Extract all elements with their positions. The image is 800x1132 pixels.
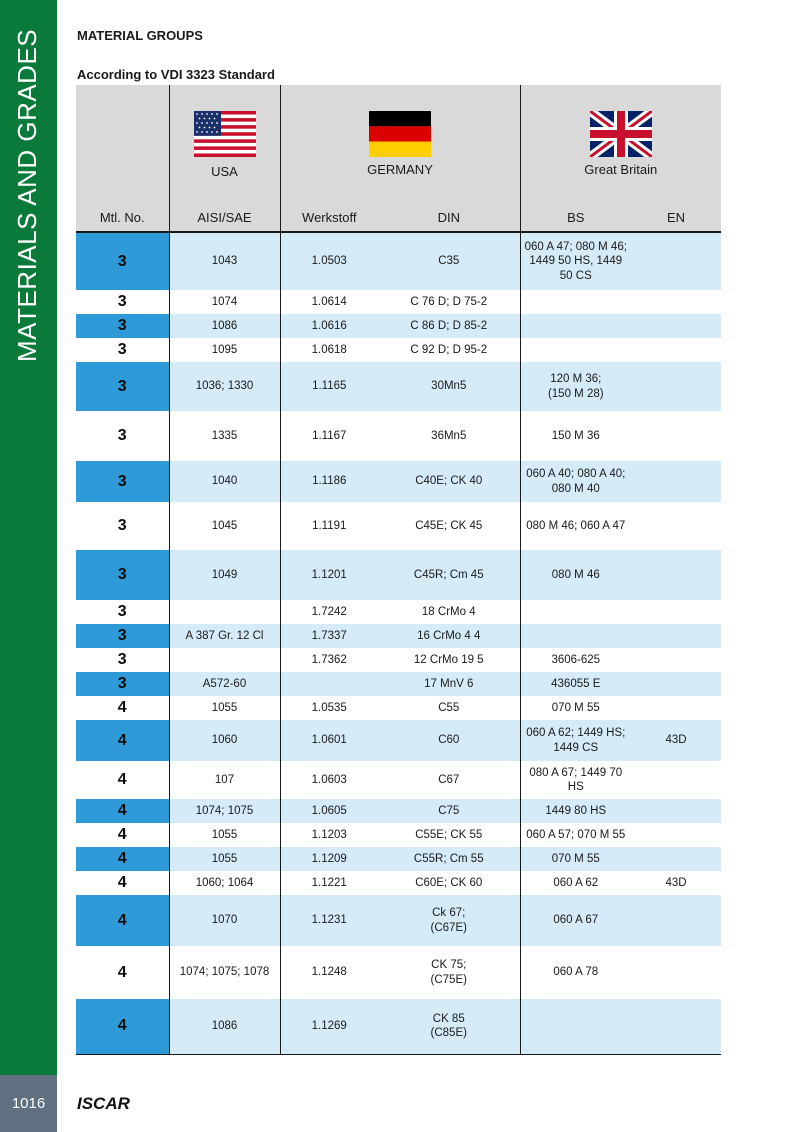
werkstoff-cell: 1.1209 xyxy=(280,847,378,871)
en-cell xyxy=(631,999,721,1054)
table-row xyxy=(76,502,721,550)
aisi-cell: 1049 xyxy=(169,550,280,600)
mtl-no-cell: 3 xyxy=(76,461,169,502)
aisi-cell: 1335 xyxy=(169,411,280,461)
table-row xyxy=(76,696,721,720)
page-subtitle: According to VDI 3323 Standard xyxy=(77,67,275,82)
werkstoff-cell: 1.0601 xyxy=(280,720,378,761)
table-row xyxy=(76,338,721,362)
material-grades-table xyxy=(76,85,721,1055)
table-row xyxy=(76,823,721,847)
werkstoff-cell: 1.1231 xyxy=(280,895,378,946)
mtl-no-cell: 4 xyxy=(76,847,169,871)
table-row xyxy=(76,895,721,946)
table-row xyxy=(76,461,721,502)
werkstoff-cell: 1.7242 xyxy=(280,600,378,624)
bs-cell: 060 A 40; 080 A 40; 080 M 40 xyxy=(520,461,631,502)
table-row xyxy=(76,600,721,624)
din-cell: C75 xyxy=(378,799,520,823)
aisi-cell xyxy=(169,600,280,624)
mtl-no-cell: 3 xyxy=(76,502,169,550)
din-cell: 12 CrMo 19 5 xyxy=(378,648,520,672)
en-cell: 43D xyxy=(631,871,721,895)
en-cell xyxy=(631,600,721,624)
werkstoff-cell: 1.1167 xyxy=(280,411,378,461)
werkstoff-cell: 1.7362 xyxy=(280,648,378,672)
bs-cell: 070 M 55 xyxy=(520,696,631,720)
mtl-no-cell: 3 xyxy=(76,290,169,314)
table-row xyxy=(76,946,721,999)
mtl-no-cell: 3 xyxy=(76,362,169,411)
page-number: 1016 xyxy=(0,1075,57,1132)
col-header-en: EN xyxy=(631,203,721,232)
din-cell: 36Mn5 xyxy=(378,411,520,461)
din-cell: 16 CrMo 4 4 xyxy=(378,624,520,648)
bs-cell: 060 A 47; 080 M 46; 1449 50 HS, 1449 50 CS xyxy=(520,232,631,290)
bs-cell: 436055 E xyxy=(520,672,631,696)
table-row xyxy=(76,624,721,648)
din-cell: C60E; CK 60 xyxy=(378,871,520,895)
werkstoff-cell: 1.0503 xyxy=(280,232,378,290)
werkstoff-cell: 1.7337 xyxy=(280,624,378,648)
en-cell xyxy=(631,362,721,411)
mtl-no-cell: 3 xyxy=(76,624,169,648)
mtl-no-cell: 4 xyxy=(76,823,169,847)
col-header-werkstoff: Werkstoff xyxy=(280,203,378,232)
bs-cell: 060 A 62; 1449 HS; 1449 CS xyxy=(520,720,631,761)
mtl-no-cell: 4 xyxy=(76,720,169,761)
col-header-mtl: Mtl. No. xyxy=(76,203,169,232)
din-cell: C45R; Cm 45 xyxy=(378,550,520,600)
mtl-no-cell: 3 xyxy=(76,411,169,461)
werkstoff-cell: 1.1191 xyxy=(280,502,378,550)
din-cell: C 92 D; D 95-2 xyxy=(378,338,520,362)
en-cell xyxy=(631,338,721,362)
en-cell xyxy=(631,648,721,672)
table-row xyxy=(76,648,721,672)
bs-cell: 060 A 57; 070 M 55 xyxy=(520,823,631,847)
bs-cell xyxy=(520,314,631,338)
werkstoff-cell: 1.0616 xyxy=(280,314,378,338)
en-cell xyxy=(631,290,721,314)
en-cell: 43D xyxy=(631,720,721,761)
aisi-cell: 1086 xyxy=(169,999,280,1054)
col-header-bs: BS xyxy=(520,203,631,232)
mtl-no-cell: 3 xyxy=(76,550,169,600)
table-body xyxy=(76,232,721,1054)
werkstoff-cell: 1.1201 xyxy=(280,550,378,600)
col-header-din: DIN xyxy=(378,203,520,232)
table-row xyxy=(76,550,721,600)
mtl-no-cell: 3 xyxy=(76,232,169,290)
en-cell xyxy=(631,550,721,600)
aisi-cell: 1074 xyxy=(169,290,280,314)
bs-cell: 070 M 55 xyxy=(520,847,631,871)
werkstoff-cell: 1.0605 xyxy=(280,799,378,823)
germany-header xyxy=(280,85,520,203)
bs-cell: 060 A 67 xyxy=(520,895,631,946)
bs-cell: 060 A 78 xyxy=(520,946,631,999)
table-row xyxy=(76,672,721,696)
aisi-cell: 1070 xyxy=(169,895,280,946)
werkstoff-cell: 1.1269 xyxy=(280,999,378,1054)
bs-cell xyxy=(520,999,631,1054)
din-cell: 18 CrMo 4 xyxy=(378,600,520,624)
en-cell xyxy=(631,314,721,338)
table-row xyxy=(76,411,721,461)
aisi-cell: A572-60 xyxy=(169,672,280,696)
gb-header xyxy=(520,85,721,203)
germany-flag-icon xyxy=(369,111,431,157)
table-row xyxy=(76,362,721,411)
bs-cell: 080 M 46; 060 A 47 xyxy=(520,502,631,550)
table-row xyxy=(76,799,721,823)
table-row xyxy=(76,999,721,1054)
aisi-cell: 1074; 1075 xyxy=(169,799,280,823)
en-cell xyxy=(631,895,721,946)
brand-name: ISCAR xyxy=(77,1094,130,1113)
bs-cell xyxy=(520,290,631,314)
en-cell xyxy=(631,847,721,871)
en-cell xyxy=(631,411,721,461)
germany-label: GERMANY xyxy=(367,162,433,177)
aisi-cell: 1060 xyxy=(169,720,280,761)
table-row xyxy=(76,871,721,895)
section-title: MATERIALS AND GRADES xyxy=(12,28,42,362)
bs-cell: 3606-625 xyxy=(520,648,631,672)
werkstoff-cell xyxy=(280,672,378,696)
din-cell: C45E; CK 45 xyxy=(378,502,520,550)
col-header-aisi: AISI/SAE xyxy=(169,203,280,232)
en-cell xyxy=(631,624,721,648)
bs-cell: 060 A 62 xyxy=(520,871,631,895)
table-row xyxy=(76,314,721,338)
mtl-no-cell: 4 xyxy=(76,799,169,823)
mtl-no-cell: 3 xyxy=(76,672,169,696)
aisi-cell: 1045 xyxy=(169,502,280,550)
mtl-no-cell: 3 xyxy=(76,338,169,362)
aisi-cell: 1055 xyxy=(169,696,280,720)
aisi-cell: 1036; 1330 xyxy=(169,362,280,411)
din-cell: C55R; Cm 55 xyxy=(378,847,520,871)
en-cell xyxy=(631,461,721,502)
mtl-no-cell: 3 xyxy=(76,648,169,672)
din-cell: C55 xyxy=(378,696,520,720)
usa-flag-icon xyxy=(194,111,256,157)
aisi-cell: 1055 xyxy=(169,823,280,847)
mtl-no-cell: 3 xyxy=(76,600,169,624)
werkstoff-cell: 1.0618 xyxy=(280,338,378,362)
din-cell: C35 xyxy=(378,232,520,290)
mtl-no-cell: 4 xyxy=(76,871,169,895)
aisi-cell: 1040 xyxy=(169,461,280,502)
din-cell: C 86 D; D 85-2 xyxy=(378,314,520,338)
werkstoff-cell: 1.0535 xyxy=(280,696,378,720)
mtl-no-cell: 3 xyxy=(76,314,169,338)
din-cell: CK 75; (C75E) xyxy=(378,946,520,999)
aisi-cell: 1086 xyxy=(169,314,280,338)
werkstoff-cell: 1.0614 xyxy=(280,290,378,314)
mtl-no-cell: 4 xyxy=(76,761,169,799)
bs-cell xyxy=(520,338,631,362)
bs-cell: 080 A 67; 1449 70 HS xyxy=(520,761,631,799)
bs-cell: 1449 80 HS xyxy=(520,799,631,823)
werkstoff-cell: 1.1248 xyxy=(280,946,378,999)
din-cell: C67 xyxy=(378,761,520,799)
aisi-cell xyxy=(169,648,280,672)
werkstoff-cell: 1.0603 xyxy=(280,761,378,799)
en-cell xyxy=(631,232,721,290)
gb-flag-icon xyxy=(590,111,652,157)
en-cell xyxy=(631,761,721,799)
usa-label: USA xyxy=(211,164,238,179)
werkstoff-cell: 1.1165 xyxy=(280,362,378,411)
en-cell xyxy=(631,672,721,696)
table-row xyxy=(76,720,721,761)
din-cell: 30Mn5 xyxy=(378,362,520,411)
din-cell: CK 85 (C85E) xyxy=(378,999,520,1054)
en-cell xyxy=(631,502,721,550)
din-cell: 17 MnV 6 xyxy=(378,672,520,696)
aisi-cell: 107 xyxy=(169,761,280,799)
bs-cell: 150 M 36 xyxy=(520,411,631,461)
page-title: MATERIAL GROUPS xyxy=(77,28,203,43)
aisi-cell: A 387 Gr. 12 Cl xyxy=(169,624,280,648)
din-cell: C40E; CK 40 xyxy=(378,461,520,502)
bs-cell xyxy=(520,624,631,648)
table-row xyxy=(76,847,721,871)
din-cell: C55E; CK 55 xyxy=(378,823,520,847)
bs-cell xyxy=(520,600,631,624)
en-cell xyxy=(631,799,721,823)
mtl-no-cell: 4 xyxy=(76,946,169,999)
aisi-cell: 1074; 1075; 1078 xyxy=(169,946,280,999)
en-cell xyxy=(631,823,721,847)
en-cell xyxy=(631,696,721,720)
section-sidebar xyxy=(0,0,57,1075)
mtl-no-cell: 4 xyxy=(76,999,169,1054)
table-row xyxy=(76,290,721,314)
mtl-no-cell: 4 xyxy=(76,696,169,720)
bs-cell: 080 M 46 xyxy=(520,550,631,600)
table-row xyxy=(76,232,721,290)
header-blank xyxy=(76,85,169,203)
aisi-cell: 1055 xyxy=(169,847,280,871)
gb-label: Great Britain xyxy=(584,162,658,177)
table-row xyxy=(76,761,721,799)
din-cell: Ck 67; (C67E) xyxy=(378,895,520,946)
din-cell: C60 xyxy=(378,720,520,761)
werkstoff-cell: 1.1186 xyxy=(280,461,378,502)
aisi-cell: 1095 xyxy=(169,338,280,362)
werkstoff-cell: 1.1221 xyxy=(280,871,378,895)
aisi-cell: 1043 xyxy=(169,232,280,290)
din-cell: C 76 D; D 75-2 xyxy=(378,290,520,314)
aisi-cell: 1060; 1064 xyxy=(169,871,280,895)
en-cell xyxy=(631,946,721,999)
bs-cell: 120 M 36; (150 M 28) xyxy=(520,362,631,411)
werkstoff-cell: 1.1203 xyxy=(280,823,378,847)
usa-header xyxy=(169,85,280,203)
mtl-no-cell: 4 xyxy=(76,895,169,946)
